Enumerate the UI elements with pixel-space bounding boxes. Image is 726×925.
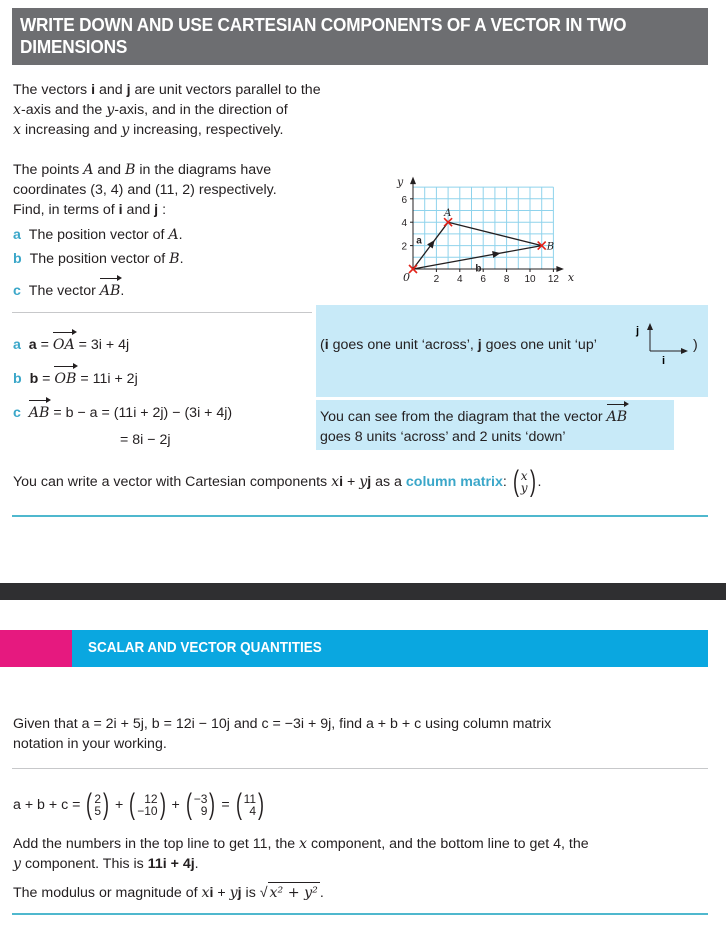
section-divider — [12, 515, 708, 517]
page-break-band — [0, 583, 726, 600]
y-tick-label: 4 — [401, 218, 407, 230]
solution-b: b b = OB = 11i + 2j — [13, 371, 138, 387]
x-tick-label: 12 — [547, 274, 559, 285]
unit-i-label: i — [662, 355, 666, 366]
x-tick-label: 8 — [503, 274, 510, 285]
question-item-c: c The vector AB. — [13, 283, 125, 299]
solution-c-line2: = 8i − 2j — [120, 432, 171, 448]
unit-j-label: j — [636, 325, 640, 337]
modulus-line: The modulus or magnitude of xi + yj is √ x² + y² . — [13, 882, 324, 903]
solution-c: c AB = b − a = (11i + 2j) − (3i + 4j) — [13, 405, 233, 421]
vector-a-label: a — [416, 235, 422, 247]
section-title: SCALAR AND VECTOR QUANTITIES — [88, 640, 322, 656]
x-tick-label: 2 — [433, 274, 440, 285]
x-tick-label: 6 — [480, 274, 486, 285]
solution-a: a a = OA = 3i + 4j — [13, 337, 130, 353]
intro-paragraph-1: The vectors i and j are unit vectors parallel to the x-axis and the y-axis, and in the direction of x increasing and y increasing, respectively. — [13, 82, 321, 138]
y-tick-label: 2 — [401, 241, 407, 253]
ij-axes-icon — [628, 322, 694, 366]
bottom-divider — [12, 913, 708, 915]
divider — [12, 312, 312, 313]
question-item-a: a The position vector of A. — [13, 227, 183, 243]
explanation: Add the numbers in the top line to get 11, the x component, and the bottom line to get 4, the y component. This is 11i + 4j. — [13, 836, 589, 872]
x-axis-label: x — [567, 271, 575, 284]
note-2: You can see from the diagram that the vector AB goes 8 units ‘across’ and 2 units ‘down’ — [320, 409, 628, 445]
question-2: Given that a = 2i + 5j, b = 12i − 10j and c = −3i + 9j, find a + b + c using column matrix notation in your working. — [13, 716, 552, 752]
origin-label: 0 — [403, 271, 410, 284]
x-tick-label: 4 — [457, 274, 463, 285]
x-axis-arrow — [556, 266, 564, 272]
vector-graph — [385, 105, 715, 295]
divider-2 — [12, 768, 708, 769]
question-item-b: b The position vector of B. — [13, 251, 184, 267]
column-sum: a + b + c = ( 2 5) + ( 12 −10) + ( −3 9) = ( 11 4) — [13, 788, 265, 821]
section-accent — [0, 630, 72, 667]
note-1: (i goes one unit ‘across’, j goes one unit ‘up’ — [320, 337, 597, 353]
intro-paragraph-2: The points A and B in the diagrams have coordinates (3, 4) and (11, 2) respectively. Find, in terms of i and j : — [13, 162, 277, 218]
x-tick-label: 10 — [524, 274, 536, 285]
column-matrix-line: You can write a vector with Cartesian components xi + yj as a column matrix: ( x y) . — [13, 465, 542, 498]
y-tick-label: 6 — [401, 194, 407, 206]
vector-b-label: b — [475, 263, 482, 275]
y-axis-label: y — [397, 175, 404, 189]
point-A-label: A — [444, 208, 452, 220]
page-title: WRITE DOWN AND USE CARTESIAN COMPONENTS OF A VECTOR IN TWO DIMENSIONS — [20, 14, 627, 57]
note-1-close: ) — [693, 337, 698, 353]
point-B-label: B — [546, 241, 555, 253]
y-axis-arrow — [410, 177, 416, 185]
